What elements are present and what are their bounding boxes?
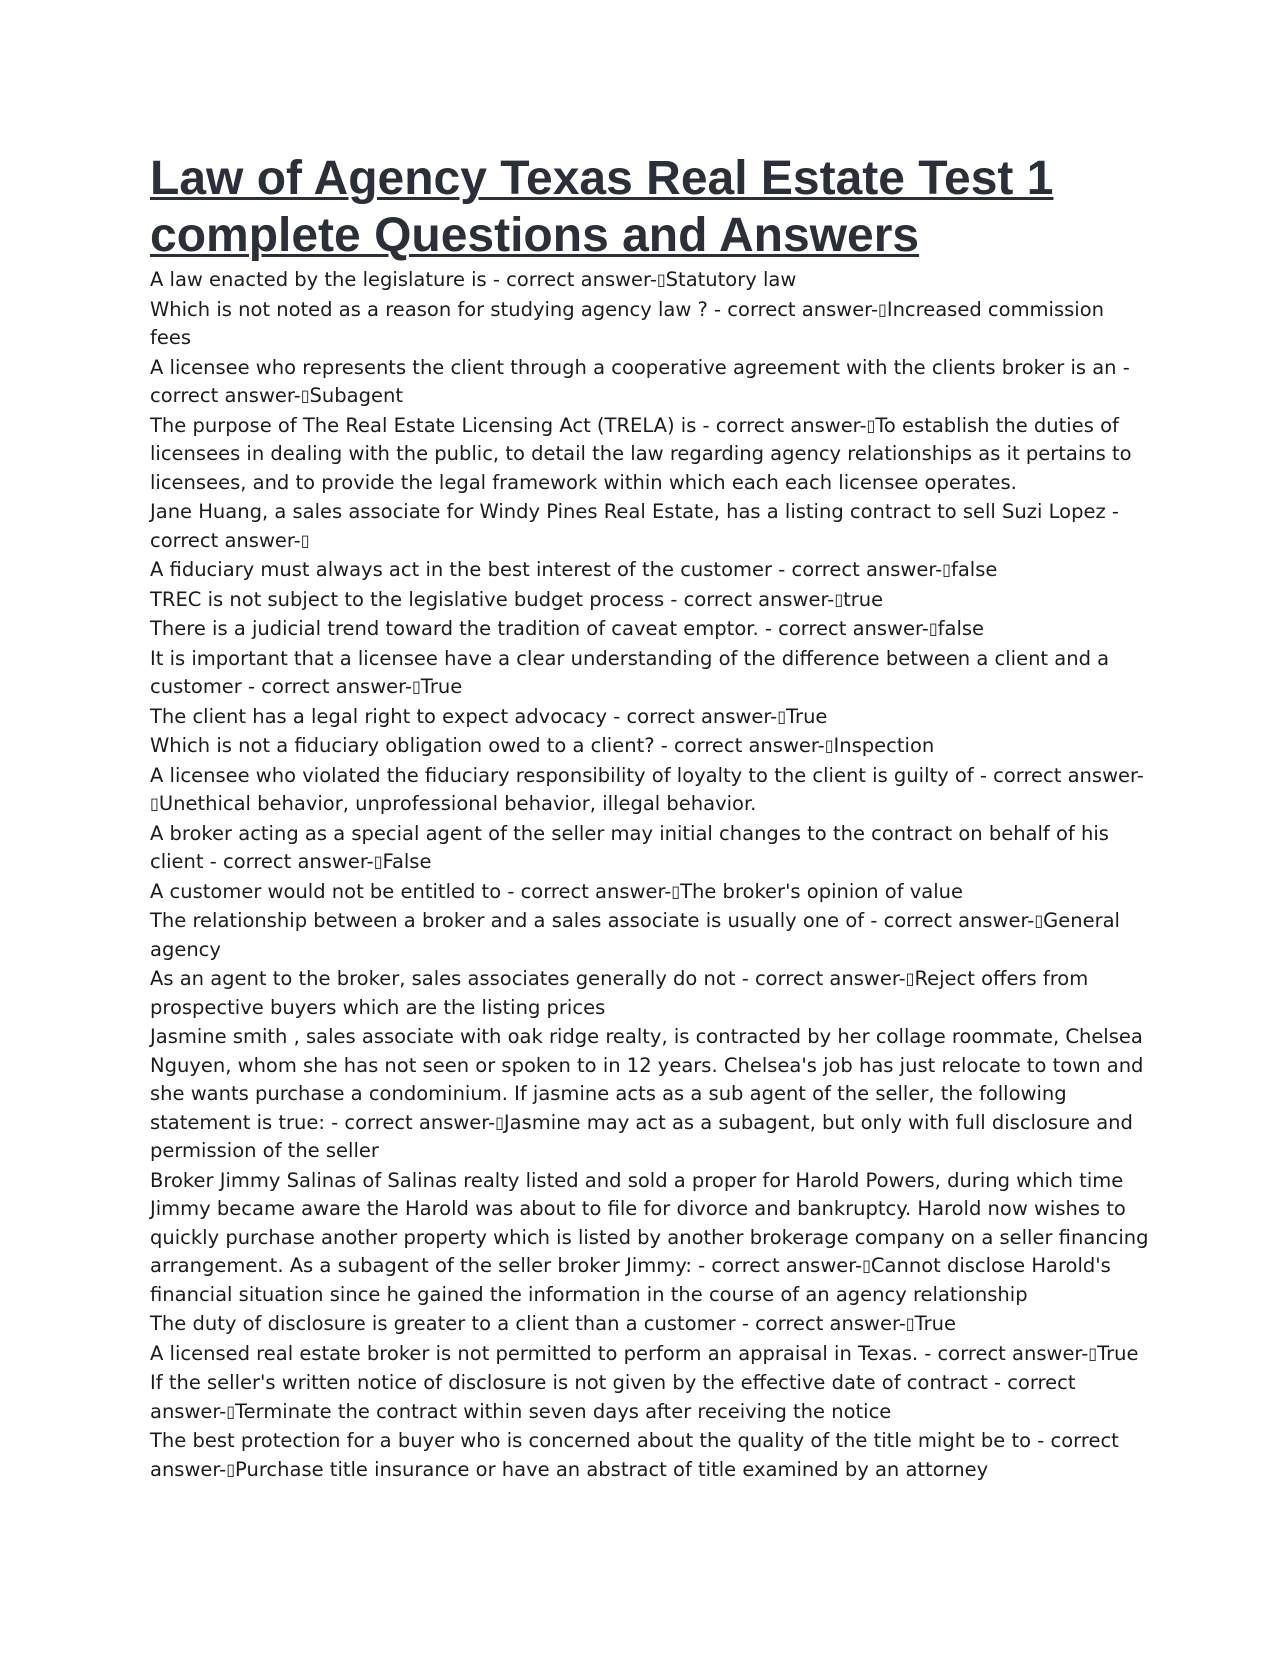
qa-item: The client has a legal right to expect advocacy - correct answer-▯True — [150, 703, 1150, 732]
missing-glyph-icon: ▯ — [150, 794, 159, 813]
qa-item: If the seller's written notice of disclosure is not given by the effective date of contract - correct answer-▯Terminate the contract within seven days after receiving the notice — [150, 1369, 1150, 1426]
missing-glyph-icon: ▯ — [226, 1401, 236, 1421]
answer-text: Increased commission fees — [150, 297, 1104, 349]
answer-prefix: correct answer- — [937, 1341, 1089, 1365]
answer-prefix: correct answer- — [223, 850, 374, 873]
question-text: A law enacted by the legislature is — [150, 268, 487, 291]
answer-prefix: correct answer- — [683, 587, 835, 611]
qa-item: The duty of disclosure is greater to a client than a customer - correct answer-▯True — [150, 1310, 1150, 1339]
qa-item: A law enacted by the legislature is - correct answer-▯Statutory law — [150, 266, 1150, 295]
answer-prefix: correct answer- — [711, 1254, 863, 1277]
qa-item: The best protection for a buyer who is concerned about the quality of the title might be to - correct answer-▯Purchase title insurance or have an abstract of title examined by an attorney — [150, 1427, 1150, 1484]
answer-text: True — [914, 1312, 956, 1335]
question-text: The best protection for a buyer who is concerned about the quality of the title might be to — [150, 1429, 1032, 1452]
question-text: A licensed real estate broker is not permitted to perform an appraisal in Texas. — [150, 1341, 919, 1365]
question-text: Jane Huang, a sales associate for Windy Pines Real Estate, has a listing contract to sell Suzi Lopez — [150, 500, 1106, 523]
answer-text: The broker's opinion of value — [680, 879, 964, 903]
missing-glyph-icon: ▯ — [866, 415, 876, 435]
answer-prefix: correct answer- — [993, 763, 1144, 787]
question-text: Which is not a fiduciary obligation owed to a client? — [150, 734, 655, 757]
answer-text: Cannot disclose Harold's financial situation since he gained the information in the course of an agency relationship — [150, 1254, 1111, 1306]
question-text: If the seller's written notice of disclosure is not given by the effective date of contract — [150, 1371, 988, 1394]
answer-text: True — [420, 675, 463, 698]
answer-prefix: correct answer- — [150, 384, 301, 407]
missing-glyph-icon: ▯ — [905, 1314, 915, 1333]
answer-text: True — [786, 704, 828, 728]
answer-text: Terminate the contract within seven days after receiving the notice — [235, 1399, 892, 1423]
question-text: A licensee who violated the fiduciary responsibility of loyalty to the client is guilty of — [150, 763, 974, 787]
answer-text: Reject offers from prospective buyers which are the listing prices — [150, 967, 1089, 1019]
answer-prefix: correct answer- — [344, 1110, 496, 1134]
question-text: A licensee who represents the client through a cooperative agreement with the clients broker is an — [150, 355, 1117, 379]
answer-prefix: correct answer- — [150, 1429, 1119, 1481]
answer-prefix: correct answer- — [715, 413, 867, 437]
question-text: As an agent to the broker, sales associates generally do not — [150, 967, 736, 990]
missing-glyph-icon: ▯ — [495, 1112, 504, 1132]
answer-text: false — [937, 617, 985, 640]
question-text: The client has a legal right to expect advocacy — [150, 704, 608, 728]
missing-glyph-icon: ▯ — [1088, 1343, 1098, 1363]
qa-item: The relationship between a broker and a sales associate is usually one of - correct answer-▯General agency — [150, 909, 1120, 961]
answer-text: General agency — [150, 909, 1120, 961]
answer-text: Subagent — [309, 384, 403, 407]
answer-text: Jasmine may act as a subagent, but only with full disclosure and permission of the seller — [150, 1110, 1133, 1162]
qa-list — [150, 266, 1150, 1484]
qa-item: A licensee who violated the fiduciary responsibility of loyalty to the client is guilty of - correct answer-▯Unethical behavior, unprofessional behavior, illegal behavior. — [150, 762, 1150, 819]
missing-glyph-icon: ▯ — [824, 736, 834, 755]
missing-glyph-icon: ▯ — [1034, 911, 1044, 930]
qa-item: Jasmine smith , sales associate with oak ridge realty, is contracted by her collage roommate, Chelsea Nguyen, whom she has not seen or spoken to in 12 years. Chelsea's job has just relocate to town and she wants purchase a condominium. If jasmine acts as a sub agent of the seller, the following statement is true: - correct answer-▯Jasmine may act as a subagent, but only with full disclosure and permission of the seller — [150, 1025, 1144, 1162]
answer-text: true — [843, 587, 884, 611]
answer-prefix: correct answer- — [506, 268, 657, 291]
qa-item: TREC is not subject to the legislative budget process - correct answer-▯true — [150, 586, 1150, 615]
answer-text: Unethical behavior, unprofessional behavior, illegal behavior. — [158, 792, 757, 815]
qa-item: As an agent to the broker, sales associates generally do not - correct answer-▯Reject offers from prospective buyers which are the listing prices — [150, 967, 1089, 1019]
qa-item: There is a judicial trend toward the tradition of caveat emptor. - correct answer-▯false — [150, 615, 1150, 644]
answer-text: True — [1097, 1341, 1139, 1365]
qa-item: A fiduciary must always act in the best interest of the customer - correct answer-▯false — [150, 556, 1150, 585]
qa-item: Which is not noted as a reason for studying agency law ? - correct answer-▯Increased commission fees — [150, 297, 1104, 349]
missing-glyph-icon: ▯ — [300, 530, 310, 550]
question-text: Which is not noted as a reason for studying agency law ? — [150, 297, 708, 321]
answer-text: Purchase title insurance or have an abstract of title examined by an attorney — [235, 1457, 989, 1481]
answer-prefix: correct answer- — [883, 909, 1035, 932]
qa-item: A licensed real estate broker is not permitted to perform an appraisal in Texas. - correct answer-▯True — [150, 1340, 1150, 1369]
qa-item: A broker acting as a special agent of the seller may initial changes to the contract on behalf of his client - correct answer-▯False — [150, 820, 1150, 877]
answer-prefix: correct answer- — [727, 297, 878, 321]
answer-prefix: correct answer- — [520, 879, 672, 903]
qa-item: Broker Jimmy Salinas of Salinas realty listed and sold a proper for Harold Powers, during which time Jimmy became aware the Harold was about to file for divorce and bankruptcy. Harold now wishes to quickly purchase another property which is listed by another brokerage company on a seller financing arrangement. As a subagent of the seller broker Jimmy: - correct answer-▯Cannot disclose Harold's financial situation since he gained the information in the course of an agency relationship — [150, 1168, 1149, 1306]
question-text: The purpose of The Real Estate Licensing Act (TRELA) is — [150, 413, 697, 437]
qa-item: Which is not a fiduciary obligation owed to a client? - correct answer-▯Inspection — [150, 732, 1150, 761]
document-title: Law of Agency Texas Real Estate Test 1 complete Questions and Answers — [150, 152, 1054, 262]
answer-text: Inspection — [833, 734, 935, 757]
missing-glyph-icon: ▯ — [300, 386, 310, 405]
qa-item: Jane Huang, a sales associate for Windy Pines Real Estate, has a listing contract to sell Suzi Lopez - correct answer-▯ — [150, 498, 1150, 555]
question-text: The duty of disclosure is greater to a client than a customer — [150, 1312, 736, 1335]
qa-item: A licensee who represents the client through a cooperative agreement with the clients broker is an - correct answer-▯Subagent — [150, 354, 1150, 411]
document-page — [150, 150, 1150, 1485]
missing-glyph-icon: ▯ — [928, 619, 938, 638]
question-text: A broker acting as a special agent of the seller may initial changes to the contract on behalf of his client — [150, 821, 1109, 873]
missing-glyph-icon: ▯ — [656, 270, 666, 289]
answer-prefix: correct answer- — [755, 1312, 906, 1335]
missing-glyph-icon: ▯ — [878, 299, 887, 319]
missing-glyph-icon: ▯ — [226, 1459, 236, 1479]
question-text: Jasmine smith , sales associate with oak ridge realty, is contracted by her collage roommate, Chelsea Nguyen, whom she has not seen or spoken to in 12 years. Chelsea's job has just relocate to town and she wants purchase a condominium. If jasmine acts as a sub agent of the seller, the following statement is true: — [150, 1025, 1144, 1134]
answer-text: Statutory law — [665, 268, 797, 291]
missing-glyph-icon: ▯ — [373, 852, 383, 871]
answer-prefix: correct answer- — [150, 528, 301, 552]
answer-prefix: correct answer- — [674, 734, 825, 757]
answer-prefix: correct answer- — [261, 675, 412, 698]
missing-glyph-icon: ▯ — [905, 969, 915, 988]
question-text: A fiduciary must always act in the best interest of the customer — [150, 558, 773, 581]
qa-item: A customer would not be entitled to - correct answer-▯The broker's opinion of value — [150, 878, 1150, 907]
missing-glyph-icon: ▯ — [942, 560, 951, 579]
answer-prefix: correct answer- — [626, 704, 778, 728]
answer-prefix: correct answer- — [150, 1371, 1076, 1423]
question-text: There is a judicial trend toward the tradition of caveat emptor. — [150, 617, 759, 640]
answer-prefix: correct answer- — [754, 967, 906, 990]
missing-glyph-icon: ▯ — [777, 706, 787, 726]
missing-glyph-icon: ▯ — [671, 881, 681, 901]
question-text: It is important that a licensee have a clear understanding of the difference between a client and a customer — [150, 646, 1110, 698]
missing-glyph-icon: ▯ — [411, 677, 421, 696]
answer-text: False — [382, 850, 432, 873]
missing-glyph-icon: ▯ — [834, 589, 844, 609]
question-text: TREC is not subject to the legislative budget process — [150, 587, 665, 611]
answer-prefix: correct answer- — [778, 617, 929, 640]
qa-item: It is important that a licensee have a clear understanding of the difference between a client and a customer - correct answer-▯True — [150, 645, 1150, 702]
missing-glyph-icon: ▯ — [862, 1256, 871, 1275]
question-text: A customer would not be entitled to — [150, 879, 502, 903]
question-text: The relationship between a broker and a sales associate is usually one of — [150, 909, 865, 932]
qa-item: The purpose of The Real Estate Licensing Act (TRELA) is - correct answer-▯To establish the duties of licensees in dealing with the public, to detail the law regarding agency relationships as it pertains to licensees, and to provide the legal framework within which each each licensee operates. — [150, 413, 1132, 494]
answer-prefix: correct answer- — [791, 558, 943, 581]
answer-text: To establish the duties of licensees in dealing with the public, to detail the law regarding agency relationships as it pertains to licensees, and to provide the legal framework within which each each licensee operates. — [150, 413, 1132, 494]
answer-text: false — [950, 558, 998, 581]
question-text: Broker Jimmy Salinas of Salinas realty listed and sold a proper for Harold Powers, during which time Jimmy became aware the Harold was about to file for divorce and bankruptcy. Harold now wishes to quickly purchase another property which is listed by another brokerage company on a seller financing arrangement. As a subagent of the seller broker Jimmy: — [150, 1168, 1149, 1277]
